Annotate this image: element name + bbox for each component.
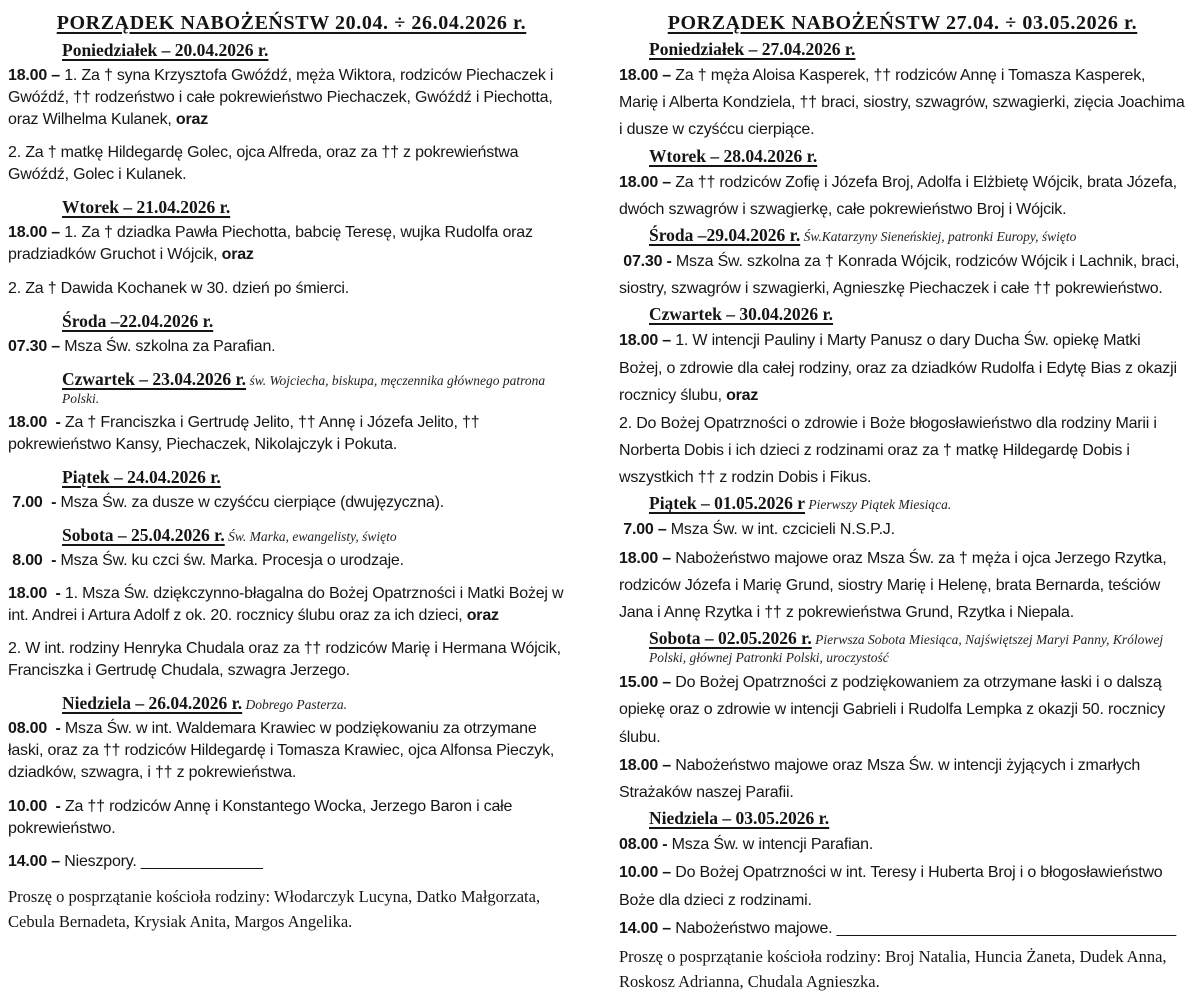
mass-entry xyxy=(619,248,1186,302)
mass-entry xyxy=(8,142,575,186)
mass-time: 14.00 – xyxy=(8,852,65,870)
mass-text: Msza Św. w int. czcicieli N.S.P.J. xyxy=(670,521,895,539)
mass-text: 1. W intencji Pauliny i Marty Panusz o dary Ducha Św. opiekę Matki Bożej, o zdrowie dla całej rodziny, oraz za dziadków Rudolfa i Edytę Bias z okazji rocznicy ślubu, xyxy=(619,332,1177,404)
mass-text: 2. Za † matkę Hildegardę Golec, ojca Alfreda, oraz za †† z pokrewieństwa Gwóźdź, Golec i Kulanek. xyxy=(8,144,519,184)
day-row xyxy=(649,304,1186,325)
mass-time: 18.00 – xyxy=(619,67,676,84)
cleaning-note-right: Proszę o posprzątanie kościoła rodziny: Broj Natalia, Huncia Żaneta, Dudek Anna, Roskosz Adrianna, Chudala Agnieszka. xyxy=(619,946,1167,992)
mass-text-bold-oraz: oraz xyxy=(462,607,499,625)
mass-entry xyxy=(619,859,1186,913)
day-header: Sobota – 25.04.2026 r. xyxy=(62,524,225,545)
mass-entry xyxy=(8,412,575,456)
mass-time: 07.30 - xyxy=(619,252,676,270)
mass-text: 2. Do Bożej Opatrzności o zdrowie i Boże błogosławieństwo dla rodziny Marii i Norberta Dobis i ich dzieci z rodzinami oraz za † matkę Hildegardę Dobis i wszystkich †† z rodzin Dobis i Fikus. xyxy=(619,414,1157,487)
day-header: Środa –22.04.2026 r. xyxy=(62,310,214,331)
day-header: Niedziela – 26.04.2026 r. xyxy=(62,693,243,714)
mass-time: 18.00 - xyxy=(8,585,65,603)
day-row xyxy=(62,467,575,488)
mass-time: 18.00 – xyxy=(619,332,676,350)
mass-time: 08.00 - xyxy=(8,720,65,738)
day-header: Poniedziałek – 20.04.2026 r. xyxy=(62,40,269,60)
mass-entry xyxy=(8,492,575,514)
day-row xyxy=(62,525,575,546)
mass-text: Za † męża Aloisa Kasperek, †† rodziców Annę i Tomasza Kasperek, Marię i Alberta Kondziela, †† braci, siostry, szwagrów, szwagierki, zięcia Joachima i dusze w czyśćcu cierpiące. xyxy=(619,67,1185,139)
day-row xyxy=(62,40,575,61)
day-row xyxy=(649,628,1186,667)
mass-time: 7.00 - xyxy=(8,493,61,511)
schedule-body-left xyxy=(8,40,575,873)
mass-text: 1. Za † syna Krzysztofa Gwóźdź, męża Wiktora, rodziców Piechaczek i Gwóźdź, †† rodzeństwo i całe pokrewieństwo Piechaczek, Gwóźdź i Piechotta, oraz Wilhelma Kulanek, xyxy=(8,67,554,129)
mass-entry xyxy=(8,718,575,784)
mass-text: Msza Św. ku czci św. Marka. Procesja o urodzaje. xyxy=(60,551,404,569)
day-row xyxy=(649,146,1186,167)
mass-text-bold-oraz: oraz xyxy=(217,246,254,264)
mass-entry xyxy=(8,222,575,266)
mass-text: Do Bożej Opatrzności w int. Teresy i Huberta Broj i o błogosławieństwo Boże dla dzieci z rodzinami. xyxy=(619,864,1163,909)
mass-text: 2. Za † Dawida Kochanek w 30. dzień po śmierci. xyxy=(8,279,349,297)
mass-entry xyxy=(8,278,575,300)
schedule-title-left: PORZĄDEK NABOŻEŃSTW 20.04. ÷ 26.04.2026 r. xyxy=(56,12,527,34)
mass-time: 18.00 – xyxy=(619,756,676,774)
day-note: św. Wojciecha, biskupa, męczennika głównego patrona Polski. xyxy=(62,372,546,406)
mass-entry xyxy=(619,915,1186,942)
day-note: Dobrego Pasterza. xyxy=(242,697,348,713)
mass-time: 18.00 – xyxy=(619,173,676,191)
mass-text: 1. Za † dziadka Pawła Piechotta, babcię Teresę, wujka Rudolfa oraz pradziadków Gruchot i Wójcik, xyxy=(8,224,533,264)
day-header: Wtorek – 28.04.2026 r. xyxy=(649,145,818,166)
day-header: Niedziela – 03.05.2026 r. xyxy=(649,808,830,829)
day-row xyxy=(62,693,575,714)
mass-entry xyxy=(619,545,1186,627)
mass-entry xyxy=(619,516,1186,543)
mass-text: Msza Św. w intencji Parafian. xyxy=(671,836,874,854)
mass-text: Za †† rodziców Annę i Konstantego Wocka, Jerzego Baron i całe pokrewieństwo. xyxy=(8,797,513,837)
mass-entry xyxy=(8,583,575,627)
mass-text: Msza Św. szkolna za † Konrada Wójcik, rodziców Wójcik i Lachnik, braci, siostry, szwagrów i szwagierki, Agnieszkę Piechaczek i całe †† pokrewieństwo. xyxy=(619,252,1180,298)
mass-entry xyxy=(619,327,1186,409)
mass-text: 2. W int. rodziny Henryka Chudala oraz za †† rodziców Marię i Hermana Wójcik, Franciszka i Gertrudę Chudala, szwagra Jerzego. xyxy=(8,640,561,680)
day-header: Piątek – 24.04.2026 r. xyxy=(62,466,221,487)
mass-text: 1. Msza Św. dziękczynno-błagalna do Bożej Opatrzności i Matki Bożej w int. Andrei i Artura Adolf z ok. 20. rocznicy ślubu oraz za ich dzieci, xyxy=(8,585,564,625)
mass-entry xyxy=(619,669,1186,751)
cleaning-note-left: Proszę o posprzątanie kościoła rodziny: Włodarczyk Lucyna, Datko Małgorzata, Cebula Bernadeta, Krysiak Anita, Margos Angelika. xyxy=(8,886,541,932)
mass-text: Nabożeństwo majowe oraz Msza Św. za † męża i ojca Jerzego Rzytka, rodziców Józefa i Marię Grund, siostry Marię i Helenę, brata Bernarda, teściów Jana i Annę Rzytka i †† z pokrewieństwa Grund, Rzytka i Niepala. xyxy=(619,549,1167,621)
schedule-column-left xyxy=(8,10,575,932)
schedule-body-right xyxy=(619,39,1186,942)
day-header: Czwartek – 30.04.2026 r. xyxy=(649,304,834,325)
mass-text: Za †† rodziców Zofię i Józefa Broj, Adolfa i Elżbietę Wójcik, brata Józefa, dwóch szwagrów i szwagierkę, całe pokrewieństwo Broj i Wójcik. xyxy=(619,173,1177,218)
mass-time: 7.00 – xyxy=(619,521,671,539)
day-row xyxy=(649,225,1186,246)
mass-entry xyxy=(619,831,1186,858)
mass-text-bold-oraz: oraz xyxy=(171,111,209,129)
mass-entry xyxy=(619,62,1186,144)
mass-entry xyxy=(8,851,575,873)
mass-text: Nabożeństwo majowe. _______________________________________ xyxy=(675,919,1176,937)
mass-time: 18.00 – xyxy=(8,67,65,84)
day-row xyxy=(649,493,1186,514)
schedule-title-right: PORZĄDEK NABOŻEŃSTW 27.04. ÷ 03.05.2026 r. xyxy=(667,12,1138,34)
mass-text-bold-oraz: oraz xyxy=(721,386,759,404)
mass-time: 14.00 – xyxy=(619,919,676,937)
mass-entry xyxy=(8,336,575,358)
mass-entry xyxy=(8,638,575,682)
day-header: Środa –29.04.2026 r. xyxy=(649,224,801,245)
mass-text: Msza Św. za dusze w czyśćcu cierpiące (dwujęzyczna). xyxy=(60,493,444,511)
day-row xyxy=(62,197,575,218)
mass-time: 8.00 - xyxy=(8,551,61,569)
mass-entry xyxy=(619,752,1186,806)
mass-entry xyxy=(619,169,1186,223)
mass-entry xyxy=(8,65,575,131)
day-row xyxy=(62,369,575,408)
day-note: Św. Marka, ewangelisty, święto xyxy=(224,528,397,544)
day-header: Wtorek – 21.04.2026 r. xyxy=(62,197,231,218)
mass-time: 18.00 – xyxy=(8,224,65,242)
day-header: Sobota – 02.05.2026 r. xyxy=(649,628,812,649)
mass-text: Msza Św. szkolna za Parafian. xyxy=(64,337,276,355)
day-header: Poniedziałek – 27.04.2026 r. xyxy=(649,39,856,59)
mass-entry xyxy=(619,410,1186,492)
day-note: Św.Katarzyny Sieneńskiej, patronki Europy, święto xyxy=(800,228,1077,244)
day-row xyxy=(62,311,575,332)
mass-time: 10.00 - xyxy=(8,797,65,815)
mass-text: Do Bożej Opatrzności z podziękowaniem za otrzymane łaski i o dalszą opiekę oraz o zdrowie w intencji Gabrieli i Rudolfa Lempka z okazji 50. rocznicy ślubu. xyxy=(619,674,1166,746)
mass-text: Msza Św. w int. Waldemara Krawiec w podziękowaniu za otrzymane łaski, oraz za †† rodziców Hildegardę i Tomasza Krawiec, ojca Alfonsa Pieczyk, dziadków, szwagra, i †† z pokrewieństwa. xyxy=(8,720,555,782)
mass-time: 07.30 – xyxy=(8,337,65,355)
day-note: Pierwsza Sobota Miesiąca, Najświętszej Maryi Panny, Królowej Polski, głównej Patronki Polski, uroczystość xyxy=(649,632,1164,666)
day-note: Pierwszy Piątek Miesiąca. xyxy=(805,497,952,513)
day-row xyxy=(649,808,1186,829)
day-header: Czwartek – 23.04.2026 r. xyxy=(62,368,247,389)
mass-text: Za † Franciszka i Gertrudę Jelito, †† Annę i Józefa Jelito, †† pokrewieństwo Kansy, Piechaczek, Nikolajczyk i Pokuta. xyxy=(8,413,480,453)
day-header: Piątek – 01.05.2026 r xyxy=(649,493,806,514)
mass-time: 10.00 – xyxy=(619,864,676,882)
mass-time: 18.00 - xyxy=(8,413,65,431)
schedule-column-right xyxy=(619,10,1186,992)
mass-time: 18.00 – xyxy=(619,549,676,567)
mass-entry xyxy=(8,550,575,572)
mass-time: 08.00 - xyxy=(619,836,672,854)
mass-text: Nieszpory. ______________ xyxy=(64,852,263,870)
mass-text: Nabożeństwo majowe oraz Msza Św. w intencji żyjących i zmarłych Strażaków naszej Parafii. xyxy=(619,756,1141,801)
mass-time: 15.00 – xyxy=(619,674,676,692)
day-row xyxy=(649,39,1186,60)
mass-entry xyxy=(8,796,575,840)
